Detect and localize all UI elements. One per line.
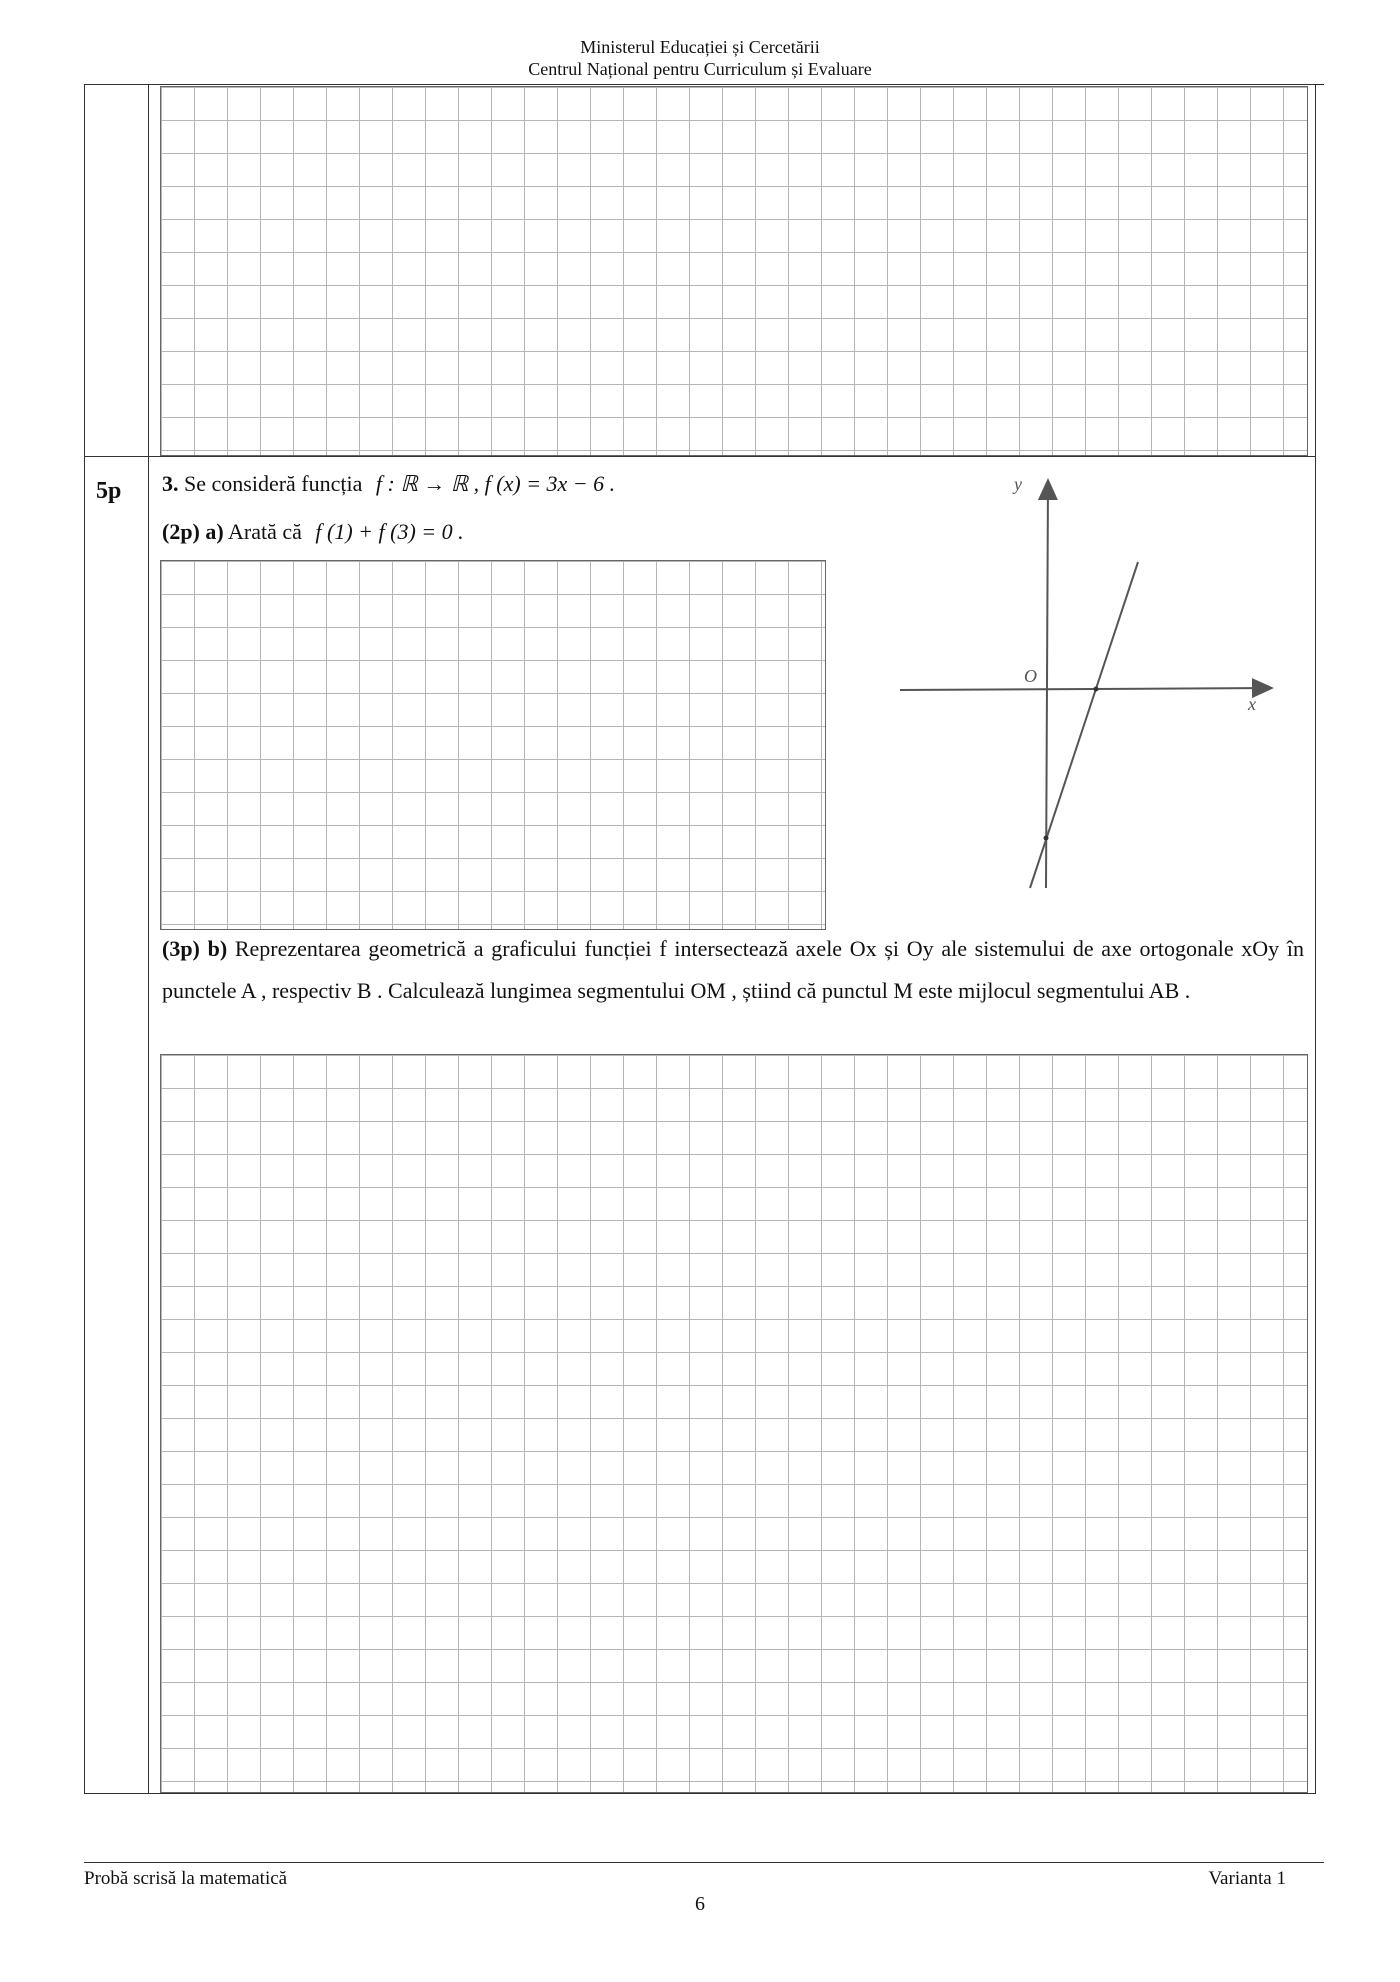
ministry-name: Ministerul Educației și Cercetării	[580, 37, 820, 57]
y-axis	[1046, 480, 1048, 888]
statement-text: Se consideră funcția	[184, 471, 363, 496]
x-axis-label: x	[1248, 694, 1256, 714]
problem-number: 3.	[162, 471, 179, 496]
part-a-points: (2p)	[162, 519, 200, 544]
part-b-statement	[162, 928, 1304, 1012]
part-b-points: (3p)	[162, 936, 200, 961]
center-name: Centrul Național pentru Curriculum și Evaluare	[528, 59, 872, 79]
variant-label: Varianta 1	[1208, 1868, 1286, 1889]
part-b-letter: b)	[207, 936, 228, 961]
point-y-intercept	[1044, 836, 1049, 841]
points-column-divider	[148, 84, 149, 1794]
part-a-text: Arată că	[228, 519, 302, 544]
part-a-letter: a)	[205, 519, 224, 544]
part-a-expression: f (1) + f (3) = 0 .	[315, 519, 464, 544]
part-b-text: Reprezentarea geometrică a graficului funcției f intersectează axele Ox și Oy ale sistemului de axe ortogonale xOy în punctele A , respectiv B . Calculează lungimea segmentului OM , știind că punctul M este mijlocul segmentului AB .	[162, 936, 1304, 1003]
origin-label: O	[1024, 666, 1037, 686]
page-header	[0, 36, 1400, 80]
y-axis-label: y	[1014, 474, 1022, 494]
answer-grid-previous[interactable]	[160, 86, 1308, 456]
answer-grid-part-b[interactable]	[160, 1054, 1308, 1793]
point-x-intercept	[1094, 687, 1099, 692]
row-divider	[84, 456, 1316, 457]
page-number: 6	[695, 1893, 705, 1915]
x-axis	[900, 688, 1272, 690]
function-definition: f : ℝ → ℝ , f (x) = 3x − 6 .	[375, 471, 616, 496]
answer-grid-part-a[interactable]	[160, 560, 826, 930]
function-graph	[890, 468, 1280, 898]
exam-title: Probă scrisă la matematică	[84, 1868, 288, 1889]
problem-statement	[162, 470, 615, 498]
part-a-statement	[162, 518, 464, 546]
footer-divider	[84, 1862, 1324, 1863]
problem-points: 5p	[96, 478, 122, 504]
